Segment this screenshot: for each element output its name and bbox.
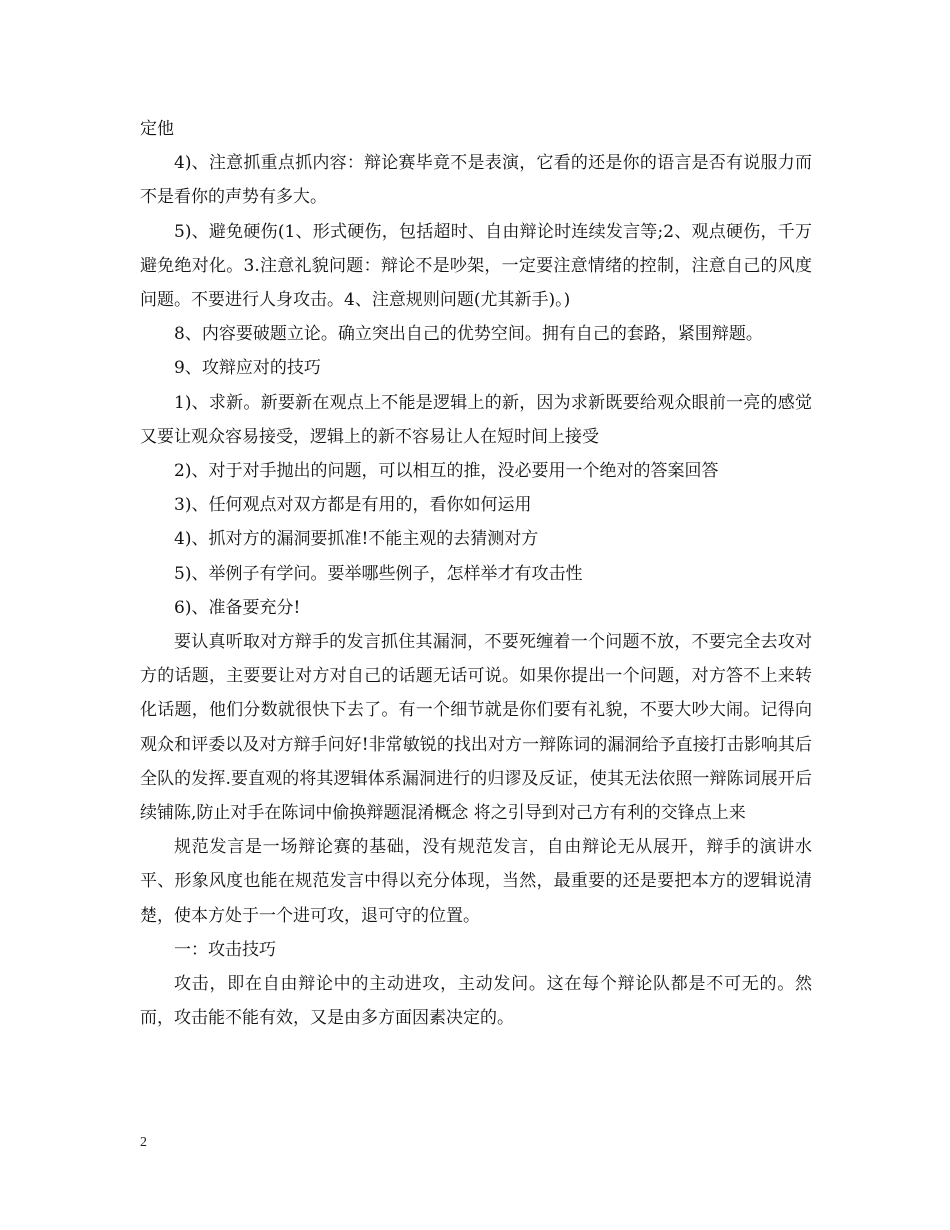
paragraph: 8、内容要破题立论。确立突出自己的优势空间。拥有自己的套路，紧围辩题。 [174,324,763,345]
paragraph: 定他 [140,119,174,139]
paragraph: 攻击，即在自由辩论中的主动进攻，主动发问。这在每个辩论队都是不可无的。然而，攻击能不能有效，又是由多方面因素决定的。 [140,974,812,1029]
page-number: 2 [140,1135,147,1150]
paragraph: 2)、对于对手抛出的问题，可以相互的推，没必要用一个绝对的答案回答 [174,461,719,482]
paragraph: 5)、避免硬伤(1、形式硬伤，包括超时、自由辩论时连续发言等;2、观点硬伤，千万避免绝对化。3.注意礼貌问题：辩论不是吵架，一定要注意情绪的控制，注意自己的风度问题。不要进行人身攻击。4、注意规则问题(尤其新手)。) [140,221,812,311]
section-heading: 9、攻辩应对的技巧 [174,358,321,379]
paragraph: 4)、注意抓重点抓内容：辩论赛毕竟不是表演，它看的还是你的语言是否有说服力而不是看你的声势有多大。 [140,153,812,208]
paragraph: 4)、抓对方的漏洞要抓准!不能主观的去猜测对方 [174,529,539,550]
section-heading: 一：攻击技巧 [174,939,276,960]
paragraph: 3)、任何观点对双方都是有用的，看你如何运用 [174,495,532,516]
paragraph: 5)、举例子有学问。要举哪些例子，怎样举才有攻击性 [174,563,583,584]
page-body [140,112,812,1035]
paragraph: 1)、求新。新要新在观点上不能是逻辑上的新，因为求新既要给观众眼前一亮的感觉又要让观众容易接受，逻辑上的新不容易让人在短时间上接受 [140,392,812,447]
paragraph: 规范发言是一场辩论赛的基础，没有规范发言，自由辩论无从展开，辩手的演讲水平、形象风度也能在规范发言中得以充分体现，当然，最重要的还是要把本方的逻辑说清楚，使本方处于一个进可攻，退可守的位置。 [140,837,812,926]
paragraph: 要认真听取对方辩手的发言抓住其漏洞，不要死缠着一个问题不放，不要完全去攻对方的话题，主要要让对方对自己的话题无话可说。如果你提出一个问题，对方答不上来转化话题，他们分数就很快下去了。有一个细节就是你们要有礼貌，不要大吵大闹。记得向观众和评委以及对方辩手问好!非常敏锐的找出对方一辩陈词的漏洞给予直接打击影响其后全队的发挥.要直观的将其逻辑体系漏洞进行的归谬及反证，使其无法依照一辩陈词展开后续铺陈,防止对手在陈词中偷换辩题混淆概念 将之引导到对己方有利的交锋点上来 [140,632,812,824]
paragraph: 6)、准备要充分! [174,597,301,618]
